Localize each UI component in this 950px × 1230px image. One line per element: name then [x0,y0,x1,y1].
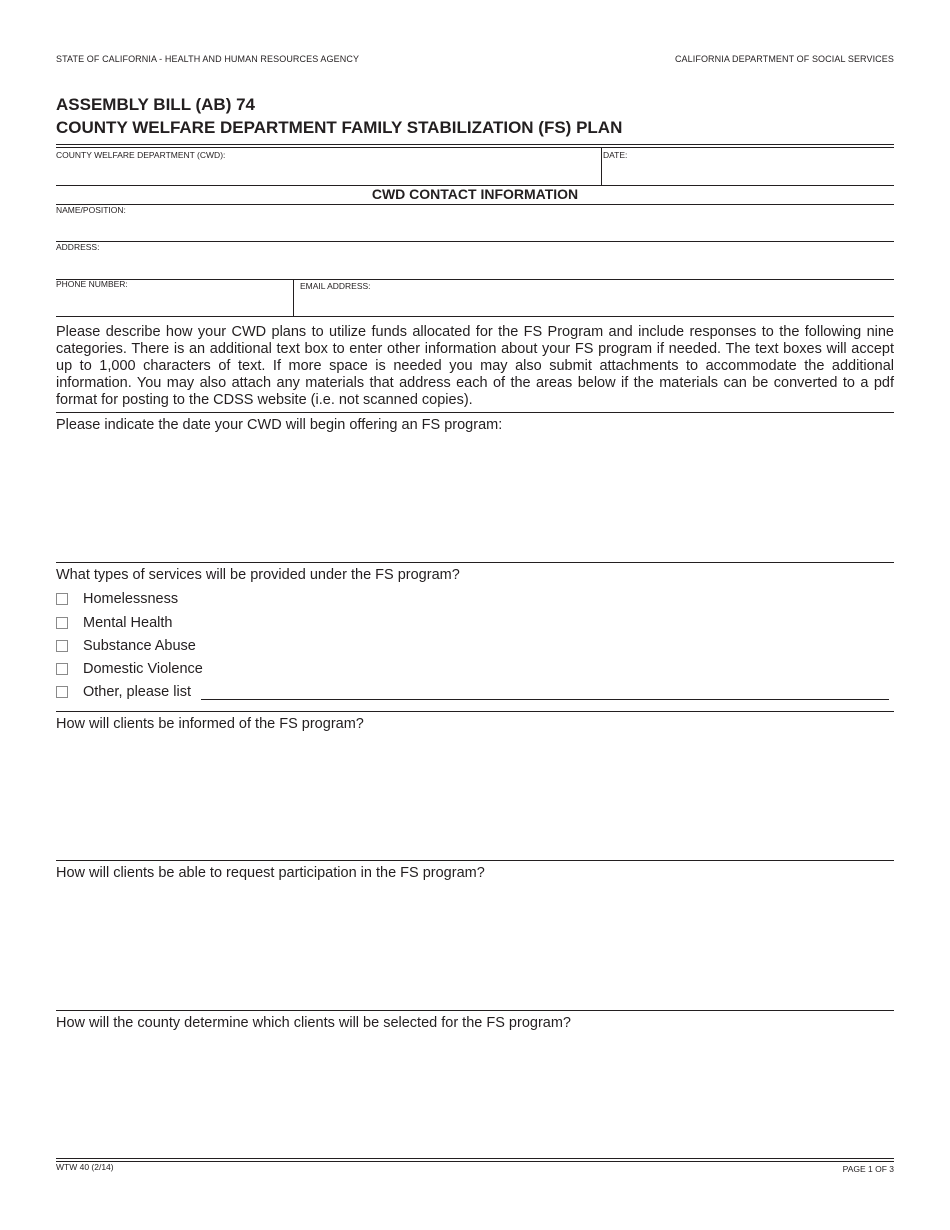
divider [56,279,894,280]
service-option-other[interactable] [56,683,191,701]
divider [56,1010,894,1011]
agency-right: CALIFORNIA DEPARTMENT OF SOCIAL SERVICES [674,54,894,64]
contact-heading: CWD CONTACT INFORMATION [371,186,579,202]
question-service-types: What types of services will be provided under the FS program? [56,567,460,583]
question-client-selection: How will the county determine which clients will be selected for the FS program? [56,1015,571,1031]
divider [56,1158,894,1159]
form-title-line2: COUNTY WELFARE DEPARTMENT FAMILY STABILIZATION (FS) PLAN [56,118,623,137]
date-label: DATE: [603,150,628,160]
question-request-participation: How will clients be able to request participation in the FS program? [56,865,485,881]
question-start-date: Please indicate the date your CWD will begin offering an FS program: [56,417,503,433]
divider [56,860,894,861]
service-option-mental-health[interactable] [56,614,172,632]
service-option-label: Other, please list [83,684,191,700]
request-participation-textbox[interactable] [56,888,894,1004]
service-option-domestic-violence[interactable] [56,660,203,678]
divider [56,147,894,148]
divider [56,1161,894,1162]
email-label: EMAIL ADDRESS: [300,281,371,291]
divider [56,562,894,563]
form-id: WTW 40 (2/14) [56,1162,114,1172]
service-option-label: Substance Abuse [83,638,196,654]
divider [56,144,894,145]
service-option-label: Homelessness [83,591,179,607]
mental-health-checkbox[interactable] [56,617,68,629]
name-position-label: NAME/POSITION: [56,205,126,215]
domestic-violence-checkbox[interactable] [56,663,68,675]
divider [56,412,894,413]
cwd-label: COUNTY WELFARE DEPARTMENT (CWD): [56,150,226,160]
client-selection-textbox[interactable] [56,1038,894,1152]
client-informed-textbox[interactable] [56,739,894,855]
phone-input[interactable] [58,294,288,312]
service-option-label: Domestic Violence [83,661,203,677]
instructions-paragraph: Please describe how your CWD plans to utilize funds allocated for the FS Program and include responses to the following nine categories. There is an additional text box to enter other information about your FS program if needed. The text boxes will accept up to 1,000 characters of text. If more space is needed you may also submit attachments to accommodate the additional information. You may also attach any materials that address each of the areas below if the materials can be converted to a pdf format for posting to the CDSS website (i.e. not scanned copies). [56,324,894,408]
other-services-input[interactable] [201,683,889,700]
other-checkbox[interactable] [56,686,68,698]
address-input[interactable] [58,256,890,274]
agency-left: STATE OF CALIFORNIA - HEALTH AND HUMAN RESOURCES AGENCY [56,54,360,64]
divider [56,711,894,712]
divider [293,279,294,316]
question-client-informed: How will clients be informed of the FS program? [56,716,364,732]
cwd-input[interactable] [58,164,596,182]
service-option-homelessness[interactable] [56,590,178,608]
substance-abuse-checkbox[interactable] [56,640,68,652]
start-date-textbox[interactable] [56,440,894,556]
divider [56,241,894,242]
page-number: PAGE 1 OF 3 [842,1164,894,1174]
divider [56,316,894,317]
address-label: ADDRESS: [56,242,100,252]
date-input[interactable] [606,164,890,182]
divider [56,204,894,205]
email-input[interactable] [300,294,890,312]
phone-label: PHONE NUMBER: [56,279,128,289]
name-position-input[interactable] [58,219,890,237]
form-title-line1: ASSEMBLY BILL (AB) 74 [56,95,256,114]
service-option-label: Mental Health [83,615,173,631]
service-option-substance-abuse[interactable] [56,637,196,655]
divider [601,148,602,185]
homelessness-checkbox[interactable] [56,593,68,605]
